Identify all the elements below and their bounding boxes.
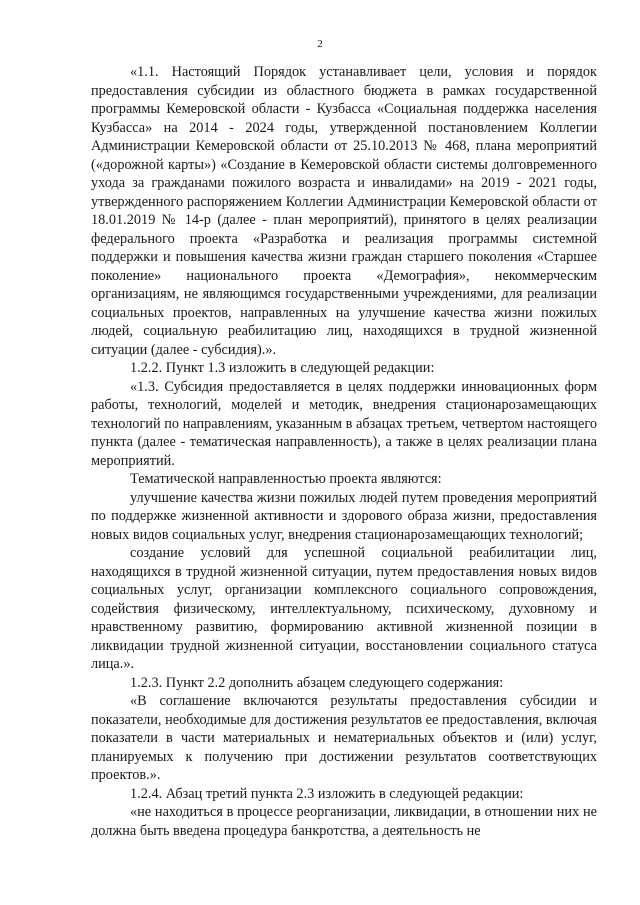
paragraph-1-2-3-heading: 1.2.3. Пункт 2.2 дополнить абзацем следующего содержания: bbox=[130, 674, 504, 691]
paragraph-requirements: «не находиться в процессе реорганизации, ликвидации, в отношении них не должна быть введена процедура банкротства, а деятельность не bbox=[91, 804, 597, 839]
paragraph-thematic-item-2: создание условий для успешной социальной реабилитации лиц, находящихся в трудной жизненной ситуации, путем предоставления новых видов социальных услуг, организации комплексного социального сопровождения, содействия физическому, интеллектуальному, психическому, духовному и нравственному развитию, формированию активной жизненной позиции в ликвидации трудной жизненной ситуации, восстановлении социального статуса лица.». bbox=[91, 545, 597, 672]
paragraph-thematic-item-1: улучшение качества жизни пожилых людей путем проведения мероприятий по поддержке жизненной активности и здорового образа жизни, предоставления новых видов социальных услуг, внедрения стационарозамещающих технологий; bbox=[91, 489, 597, 543]
page-number: 2 bbox=[317, 38, 323, 50]
paragraph-agreement: «В соглашение включаются результаты предоставления субсидии и показатели, необходимые для достижения результатов ее предоставления, включая показатели в части материальных и нематериальных объектов и (или) услуг, планируемых к получению при достижении результатов соответствующих проектов.». bbox=[91, 693, 597, 783]
paragraph-1-2-2-heading: 1.2.2. Пункт 1.3 изложить в следующей редакции: bbox=[130, 360, 435, 376]
paragraph-thematic-intro: Тематической направленностью проекта являются: bbox=[130, 471, 442, 487]
paragraph-1-3: «1.3. Субсидия предоставляется в целях поддержки инновационных форм работы, технологий, моделей и методик, внедрения стационарозамещающих технологий по направлениям, указанным в абзацах третьем, четвертом настоящего пункта (далее - тематическая направленность), а также в целях реализации плана мероприятий. bbox=[91, 378, 597, 469]
document-body bbox=[91, 63, 597, 840]
paragraph-1-1: «1.1. Настоящий Порядок устанавливает цели, условия и порядок предоставления субсидии из областного бюджета в рамках государственной программы Кемеровской области - Кузбасса «Социальная поддержка населения Кузбасса» на 2014 - 2024 годы, утвержденной постановлением Коллегии Администрации Кемеровской области от 25.10.2013 № 468, плана мероприятий («дорожной карты») «Создание в Кемеровской области системы долговременного ухода за гражданами пожилого возраста и инвалидами» на 2019 - 2021 годы, утвержденного распоряжением Коллегии Администрации Кемеровской области от 18.01.2019 № 14-р (далее - план мероприятий), принятого в целях реализации федерального проекта «Разработка и реализация программы системной поддержки и повышения качества жизни граждан старшего поколения «Старшее поколение» национального проекта «Демография», некоммерческим организациям, не являющимся государственными учреждениями, для реализации социальных проектов, направленных на улучшение качества жизни пожилых людей, социальную реабилитацию лиц, находящихся в трудной жизненной ситуации (далее - субсидия).». bbox=[91, 64, 597, 358]
paragraph-1-2-4-heading: 1.2.4. Абзац третий пункта 2.3 изложить в следующей редакции: bbox=[130, 785, 524, 802]
